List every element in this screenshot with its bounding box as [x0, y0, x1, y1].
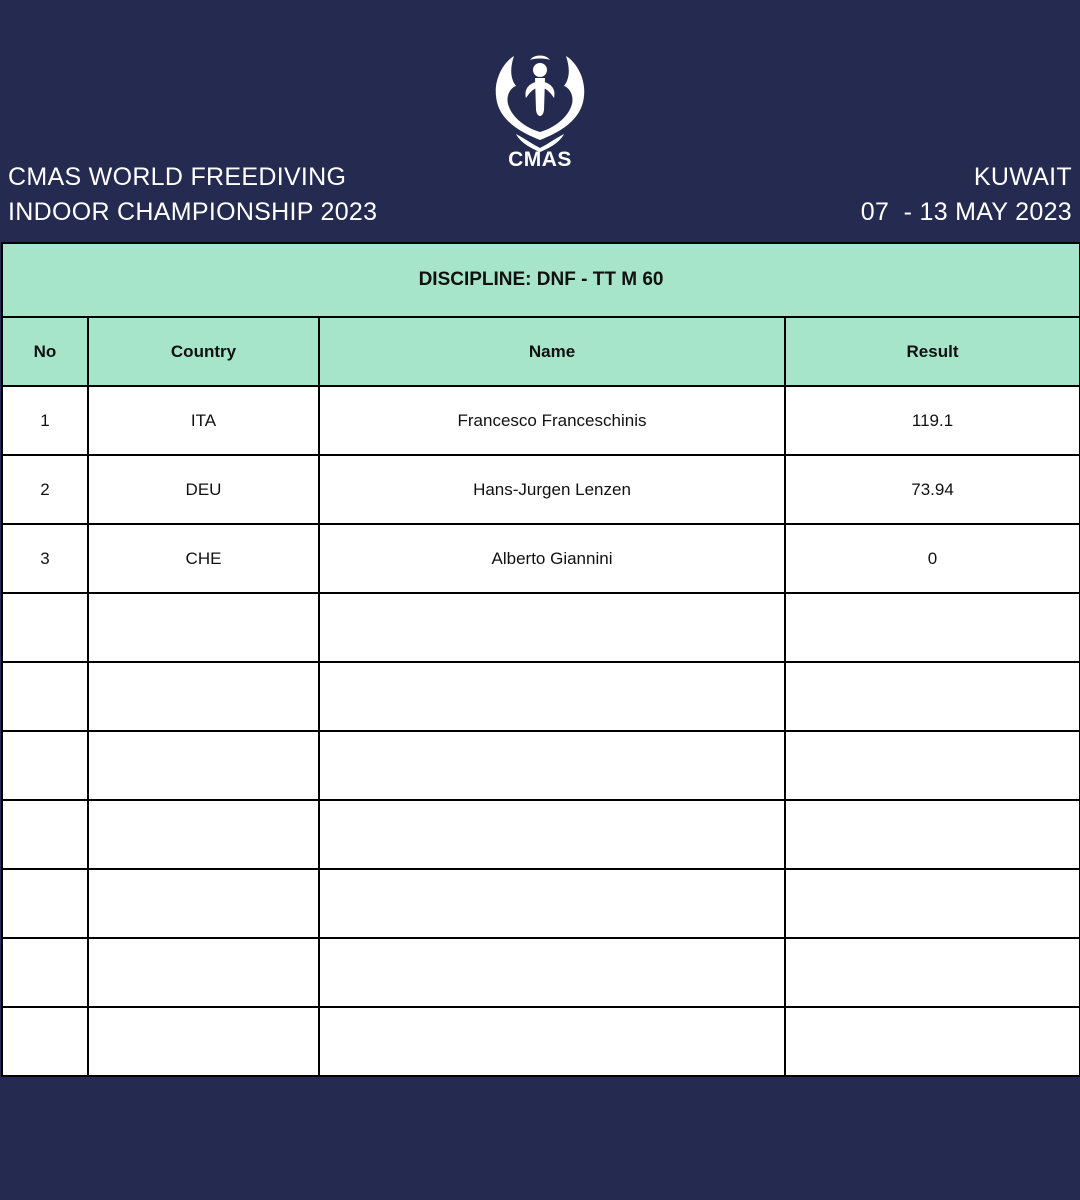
cell-name [319, 731, 785, 800]
cell-name [319, 869, 785, 938]
cell-no [2, 593, 88, 662]
location: KUWAIT [973, 163, 1072, 191]
cell-no: 3 [2, 524, 88, 593]
table-row [2, 593, 1080, 662]
table-row [2, 1007, 1080, 1076]
column-header-name: Name [319, 317, 785, 386]
cell-result [785, 593, 1080, 662]
cell-name [319, 800, 785, 869]
cell-result: 73.94 [785, 455, 1080, 524]
cell-no: 2 [2, 455, 88, 524]
cell-no [2, 662, 88, 731]
cell-name [319, 662, 785, 731]
cell-name [319, 938, 785, 1007]
table-row [2, 869, 1080, 938]
cell-result [785, 938, 1080, 1007]
table-row [2, 662, 1080, 731]
cell-country [88, 1007, 319, 1076]
cell-result [785, 869, 1080, 938]
cell-result [785, 731, 1080, 800]
table-row [2, 731, 1080, 800]
cell-no [2, 731, 88, 800]
column-header-no: No [2, 317, 88, 386]
cell-name [319, 1007, 785, 1076]
cell-country [88, 800, 319, 869]
cell-no [2, 938, 88, 1007]
table-row [2, 938, 1080, 1007]
cell-result [785, 1007, 1080, 1076]
cell-no [2, 800, 88, 869]
table-row [2, 386, 1080, 455]
results-table [1, 242, 1080, 1077]
title-line-2: INDOOR CHAMPIONSHIP 2023 [8, 198, 378, 226]
discipline-row [2, 243, 1080, 317]
table-row [2, 455, 1080, 524]
cell-country [88, 662, 319, 731]
cell-result [785, 662, 1080, 731]
column-header-country: Country [88, 317, 319, 386]
cell-name [319, 593, 785, 662]
table-row [2, 800, 1080, 869]
title-line-1: CMAS WORLD FREEDIVING [8, 163, 347, 191]
cell-country [88, 938, 319, 1007]
cell-no [2, 869, 88, 938]
cell-result: 0 [785, 524, 1080, 593]
cell-country: DEU [88, 455, 319, 524]
cell-country [88, 731, 319, 800]
logo-text: CMAS [508, 148, 572, 171]
cell-name: Alberto Giannini [319, 524, 785, 593]
cell-no [2, 1007, 88, 1076]
event-dates: 07 - 13 MAY 2023 [860, 198, 1072, 226]
cell-country [88, 869, 319, 938]
cell-country: ITA [88, 386, 319, 455]
cell-name: Francesco Franceschinis [319, 386, 785, 455]
cell-result [785, 800, 1080, 869]
column-header-row [2, 317, 1080, 386]
column-header-result: Result [785, 317, 1080, 386]
cell-no: 1 [2, 386, 88, 455]
championship-title [8, 160, 377, 230]
cell-name: Hans-Jurgen Lenzen [319, 455, 785, 524]
event-info [861, 160, 1072, 230]
cell-country: CHE [88, 524, 319, 593]
discipline-title: DISCIPLINE: DNF - TT M 60 [2, 243, 1080, 317]
table-row [2, 524, 1080, 593]
cell-country [88, 593, 319, 662]
cell-result: 119.1 [785, 386, 1080, 455]
